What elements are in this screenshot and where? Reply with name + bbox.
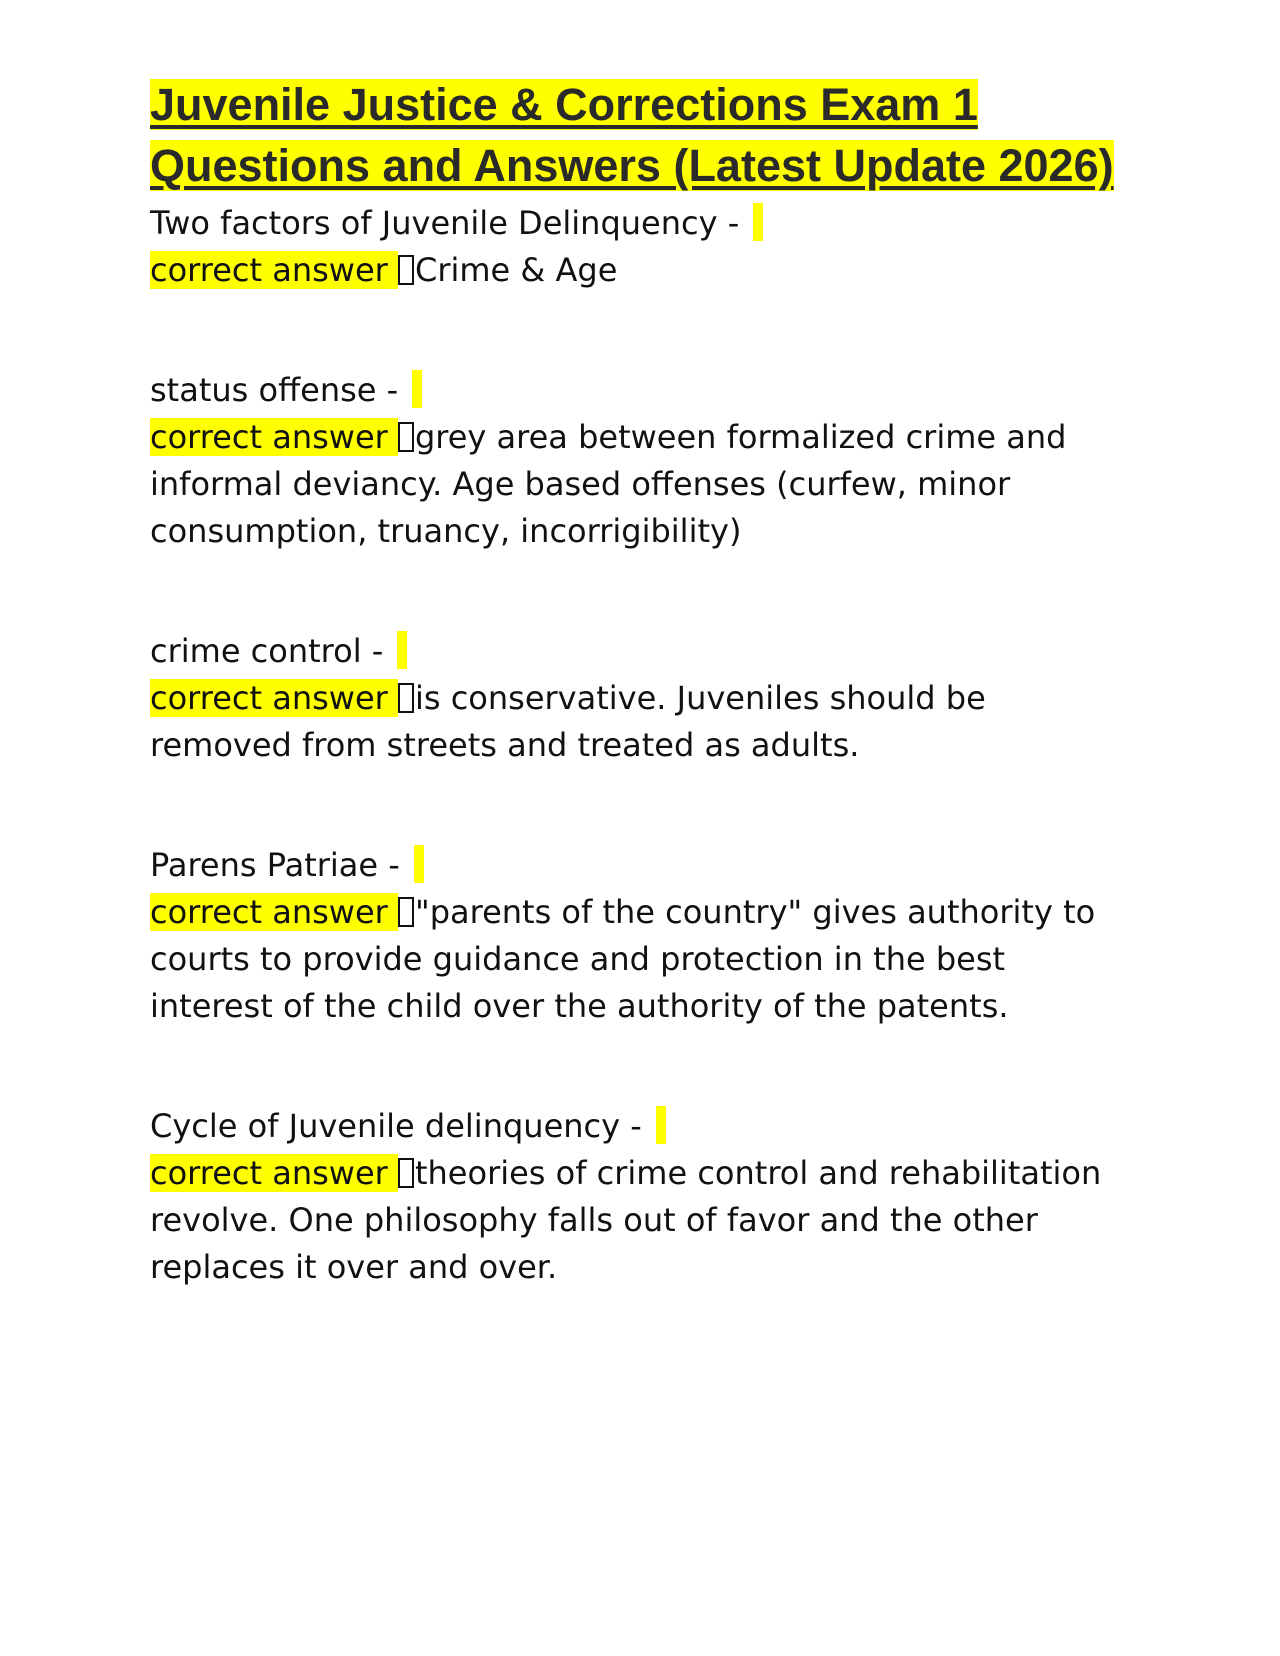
document-page — [150, 74, 1130, 1291]
answer-text: is conservative. Juveniles should be removed from streets and treated as adults. — [150, 679, 986, 764]
highlight-mark — [656, 1106, 666, 1144]
question-text: Cycle of Juvenile delinquency - — [150, 1107, 642, 1145]
missing-glyph-icon — [398, 255, 414, 285]
missing-glyph-icon — [398, 897, 414, 927]
missing-glyph-icon — [398, 1158, 414, 1188]
qa-item — [150, 628, 1130, 769]
question-text: Two factors of Juvenile Delinquency - — [150, 204, 740, 242]
answer-label: correct answer — [150, 1154, 398, 1192]
missing-glyph-icon — [398, 683, 414, 713]
highlight-mark — [414, 845, 424, 883]
answer-label: correct answer — [150, 251, 398, 289]
qa-item — [150, 200, 1130, 294]
highlight-mark — [412, 370, 422, 408]
question-text: crime control - — [150, 632, 384, 670]
qa-item — [150, 842, 1130, 1030]
answer-text: Crime & Age — [414, 251, 618, 289]
missing-glyph-icon — [398, 422, 414, 452]
question-text: status offense - — [150, 371, 399, 409]
qa-item — [150, 1103, 1130, 1291]
highlight-mark — [397, 631, 407, 669]
answer-text: "parents of the country" gives authority to courts to provide guidance and protection in the best interest of the child over the authority of the patents. — [150, 893, 1096, 1025]
qa-list — [150, 200, 1130, 1291]
highlight-mark — [753, 203, 763, 241]
answer-label: correct answer — [150, 679, 398, 717]
answer-label: correct answer — [150, 893, 398, 931]
question-text: Parens Patriae - — [150, 846, 400, 884]
qa-item — [150, 367, 1130, 555]
answer-text: grey area between formalized crime and informal deviancy. Age based offenses (curfew, minor consumption, truancy, incorrigibility) — [150, 418, 1067, 550]
document-title: Juvenile Justice & Corrections Exam 1 Questions and Answers (Latest Update 2026) — [150, 79, 1114, 191]
answer-label: correct answer — [150, 418, 398, 456]
answer-text: theories of crime control and rehabilitation revolve. One philosophy falls out of favor and the other replaces it over and over. — [150, 1154, 1102, 1286]
